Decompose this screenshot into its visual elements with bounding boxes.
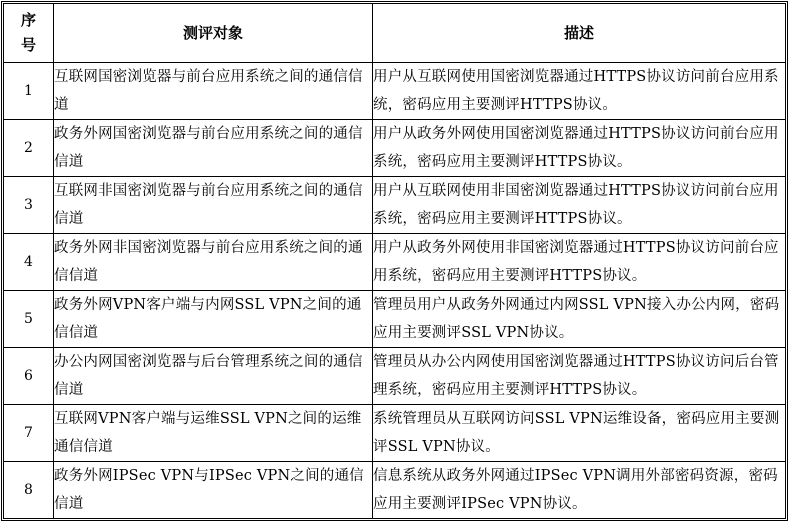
- header-index-label: 序号: [20, 11, 36, 54]
- row-object-text: 互联网VPN客户端与运维SSL VPN之间的运维通信信道: [54, 411, 362, 455]
- row-object-text: 政务外网国密浏览器与前台应用系统之间的通信信道: [54, 126, 363, 170]
- row-index: 5: [4, 291, 54, 348]
- table-row: [4, 462, 786, 519]
- row-description-text: 系统管理员从互联网访问SSL VPN运维设备，密码应用主要测评SSL VPN协议。: [373, 411, 780, 455]
- header-index: [4, 4, 54, 63]
- row-description: [373, 63, 786, 120]
- row-index: 6: [4, 348, 54, 405]
- row-object: [54, 462, 373, 519]
- table-row: [4, 63, 786, 120]
- row-description-text: 用户从互联网使用国密浏览器通过HTTPS协议访问前台应用系统，密码应用主要测评HTTPS协议。: [373, 69, 779, 113]
- row-description: [373, 405, 786, 462]
- row-index: 2: [4, 120, 54, 177]
- table-body: [4, 63, 786, 519]
- row-description-text: 信息系统从政务外网通过IPSec VPN调用外部密码资源，密码应用主要测评IPSec VPN协议。: [373, 468, 778, 512]
- row-index: 7: [4, 405, 54, 462]
- row-object-text: 办公内网国密浏览器与后台管理系统之间的通信信道: [54, 354, 363, 398]
- row-object: [54, 291, 373, 348]
- row-object: [54, 405, 373, 462]
- header-object: 测评对象: [54, 4, 373, 63]
- table-row: [4, 177, 786, 234]
- row-index: 1: [4, 63, 54, 120]
- row-description: [373, 120, 786, 177]
- row-description-text: 管理员用户从政务外网通过内网SSL VPN接入办公内网，密码应用主要测评SSL VPN协议。: [373, 297, 780, 341]
- row-description: [373, 291, 786, 348]
- row-description: [373, 348, 786, 405]
- row-description: [373, 462, 786, 519]
- header-description: 描述: [373, 4, 786, 63]
- row-description-text: 用户从政务外网使用国密浏览器通过HTTPS协议访问前台应用系统，密码应用主要测评HTTPS协议。: [373, 126, 779, 170]
- row-object: [54, 120, 373, 177]
- row-object: [54, 348, 373, 405]
- row-description: [373, 177, 786, 234]
- row-object-text: 互联网国密浏览器与前台应用系统之间的通信信道: [54, 69, 363, 113]
- evaluation-table: [3, 3, 786, 519]
- row-description: [373, 234, 786, 291]
- row-object-text: 政务外网非国密浏览器与前台应用系统之间的通信信道: [54, 240, 363, 284]
- row-object-text: 互联网非国密浏览器与前台应用系统之间的通信信道: [54, 183, 363, 227]
- table-header: [4, 4, 786, 63]
- table-row: [4, 120, 786, 177]
- row-object: [54, 234, 373, 291]
- row-index: 4: [4, 234, 54, 291]
- row-description-text: 用户从互联网使用非国密浏览器通过HTTPS协议访问前台应用系统，密码应用主要测评HTTPS协议。: [373, 183, 779, 227]
- row-description-text: 用户从政务外网使用非国密浏览器通过HTTPS协议访问前台应用系统，密码应用主要测评HTTPS协议。: [373, 240, 779, 284]
- row-description-text: 管理员从办公内网使用国密浏览器通过HTTPS协议访问后台管理系统，密码应用主要测评HTTPS协议。: [373, 354, 779, 398]
- table-row: [4, 234, 786, 291]
- header-row: [4, 4, 786, 63]
- row-object: [54, 63, 373, 120]
- row-index: 3: [4, 177, 54, 234]
- row-index: 8: [4, 462, 54, 519]
- table-row: [4, 291, 786, 348]
- row-object: [54, 177, 373, 234]
- row-object-text: 政务外网IPSec VPN与IPSec VPN之间的通信信道: [54, 468, 364, 512]
- row-object-text: 政务外网VPN客户端与内网SSL VPN之间的通信信道: [54, 297, 362, 341]
- table-row: [4, 348, 786, 405]
- table-row: [4, 405, 786, 462]
